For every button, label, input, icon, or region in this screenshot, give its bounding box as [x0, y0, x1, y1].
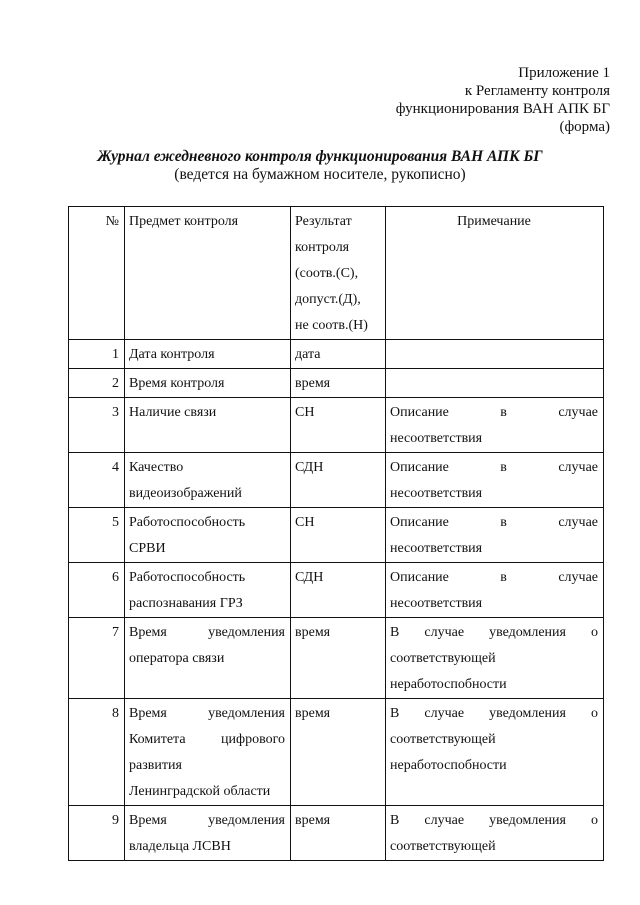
control-note: [386, 563, 604, 618]
control-note: [386, 508, 604, 563]
control-subject: [125, 398, 291, 453]
subject-line: Время уведомления: [129, 813, 285, 828]
table-row: [69, 508, 604, 563]
subject-line: Дата контроля: [129, 347, 215, 362]
control-result: СН: [291, 508, 386, 563]
note-line: соответствующей: [390, 651, 496, 666]
subject-line: развития: [129, 758, 182, 773]
note-line: неработоспобности: [390, 758, 507, 773]
appendix-line: Приложение 1: [518, 65, 610, 81]
appendix-line: функционирования ВАН АПК БГ: [395, 101, 610, 117]
appendix-line: (форма): [559, 119, 610, 135]
control-subject: [125, 369, 291, 398]
title-sub: (ведется на бумажном носителе, рукописно): [174, 166, 466, 183]
row-number: 9: [69, 806, 125, 861]
header-num: №: [69, 207, 125, 340]
note-line: соответствующей: [390, 732, 496, 747]
control-note: [386, 618, 604, 699]
control-subject: [125, 806, 291, 861]
control-result: дата: [291, 340, 386, 369]
subject-line: видеоизображений: [129, 486, 242, 501]
table-row: [69, 806, 604, 861]
subject-line: Время уведомления: [129, 625, 285, 640]
note-line: В случае уведомления о: [390, 813, 598, 828]
control-subject: [125, 340, 291, 369]
control-subject: [125, 508, 291, 563]
note-line: несоответствия: [390, 431, 483, 446]
row-number: 5: [69, 508, 125, 563]
note-line: В случае уведомления о: [390, 625, 598, 640]
note-line: Описание в случае: [390, 570, 598, 585]
header-result-line: не соотв.(Н): [295, 318, 368, 333]
header-result: [291, 207, 386, 340]
control-result: время: [291, 618, 386, 699]
subject-line: Работоспособность: [129, 515, 246, 530]
table-row: [69, 398, 604, 453]
note-line: несоответствия: [390, 541, 483, 556]
header-result-line: (соотв.(С),: [295, 266, 359, 281]
control-subject: [125, 563, 291, 618]
subject-line: Комитета цифрового: [129, 732, 285, 747]
subject-line: Наличие связи: [129, 405, 217, 420]
control-note: [386, 453, 604, 508]
row-number: 7: [69, 618, 125, 699]
control-result: время: [291, 369, 386, 398]
note-line: Описание в случае: [390, 405, 598, 420]
row-number: 8: [69, 699, 125, 806]
control-result: СДН: [291, 453, 386, 508]
control-result: время: [291, 806, 386, 861]
row-number: 6: [69, 563, 125, 618]
table-row: [69, 369, 604, 398]
note-line: неработоспобности: [390, 677, 507, 692]
row-number: 1: [69, 340, 125, 369]
control-result: СДН: [291, 563, 386, 618]
subject-line: владельца ЛСВН: [129, 839, 231, 854]
subject-line: оператора связи: [129, 651, 225, 666]
header-note: Примечание: [386, 207, 604, 340]
control-subject: [125, 453, 291, 508]
note-line: В случае уведомления о: [390, 706, 598, 721]
header-result-line: контроля: [295, 240, 350, 255]
subject-line: Время уведомления: [129, 706, 285, 721]
header-result-line: допуст.(Д),: [295, 292, 361, 307]
control-note: [386, 398, 604, 453]
note-line: несоответствия: [390, 596, 483, 611]
row-number: 4: [69, 453, 125, 508]
control-journal-table: [68, 206, 604, 861]
subject-line: распознавания ГРЗ: [129, 596, 243, 611]
subject-line: Качество: [129, 460, 184, 475]
subject-line: Время контроля: [129, 376, 225, 391]
control-note: [386, 369, 604, 398]
document-title: [0, 148, 640, 184]
table-header-row: [69, 207, 604, 340]
note-line: соответствующей: [390, 839, 496, 854]
subject-line: Работоспособность: [129, 570, 246, 585]
note-line: Описание в случае: [390, 515, 598, 530]
subject-line: СРВИ: [129, 541, 166, 556]
appendix-line: к Регламенту контроля: [464, 83, 610, 99]
header-subject: Предмет контроля: [125, 207, 291, 340]
control-note: [386, 806, 604, 861]
control-subject: [125, 699, 291, 806]
note-line: несоответствия: [390, 486, 483, 501]
subject-line: Ленинградской области: [129, 784, 271, 799]
control-result: СН: [291, 398, 386, 453]
table-row: [69, 340, 604, 369]
row-number: 2: [69, 369, 125, 398]
control-note: [386, 699, 604, 806]
row-number: 3: [69, 398, 125, 453]
table-row: [69, 563, 604, 618]
table-row: [69, 453, 604, 508]
table-row: [69, 618, 604, 699]
control-note: [386, 340, 604, 369]
note-line: Описание в случае: [390, 460, 598, 475]
table-row: [69, 699, 604, 806]
appendix-header: [396, 64, 610, 136]
control-result: время: [291, 699, 386, 806]
control-subject: [125, 618, 291, 699]
header-result-line: Результат: [295, 214, 352, 229]
title-main: Журнал ежедневного контроля функционирования ВАН АПК БГ: [97, 148, 543, 165]
